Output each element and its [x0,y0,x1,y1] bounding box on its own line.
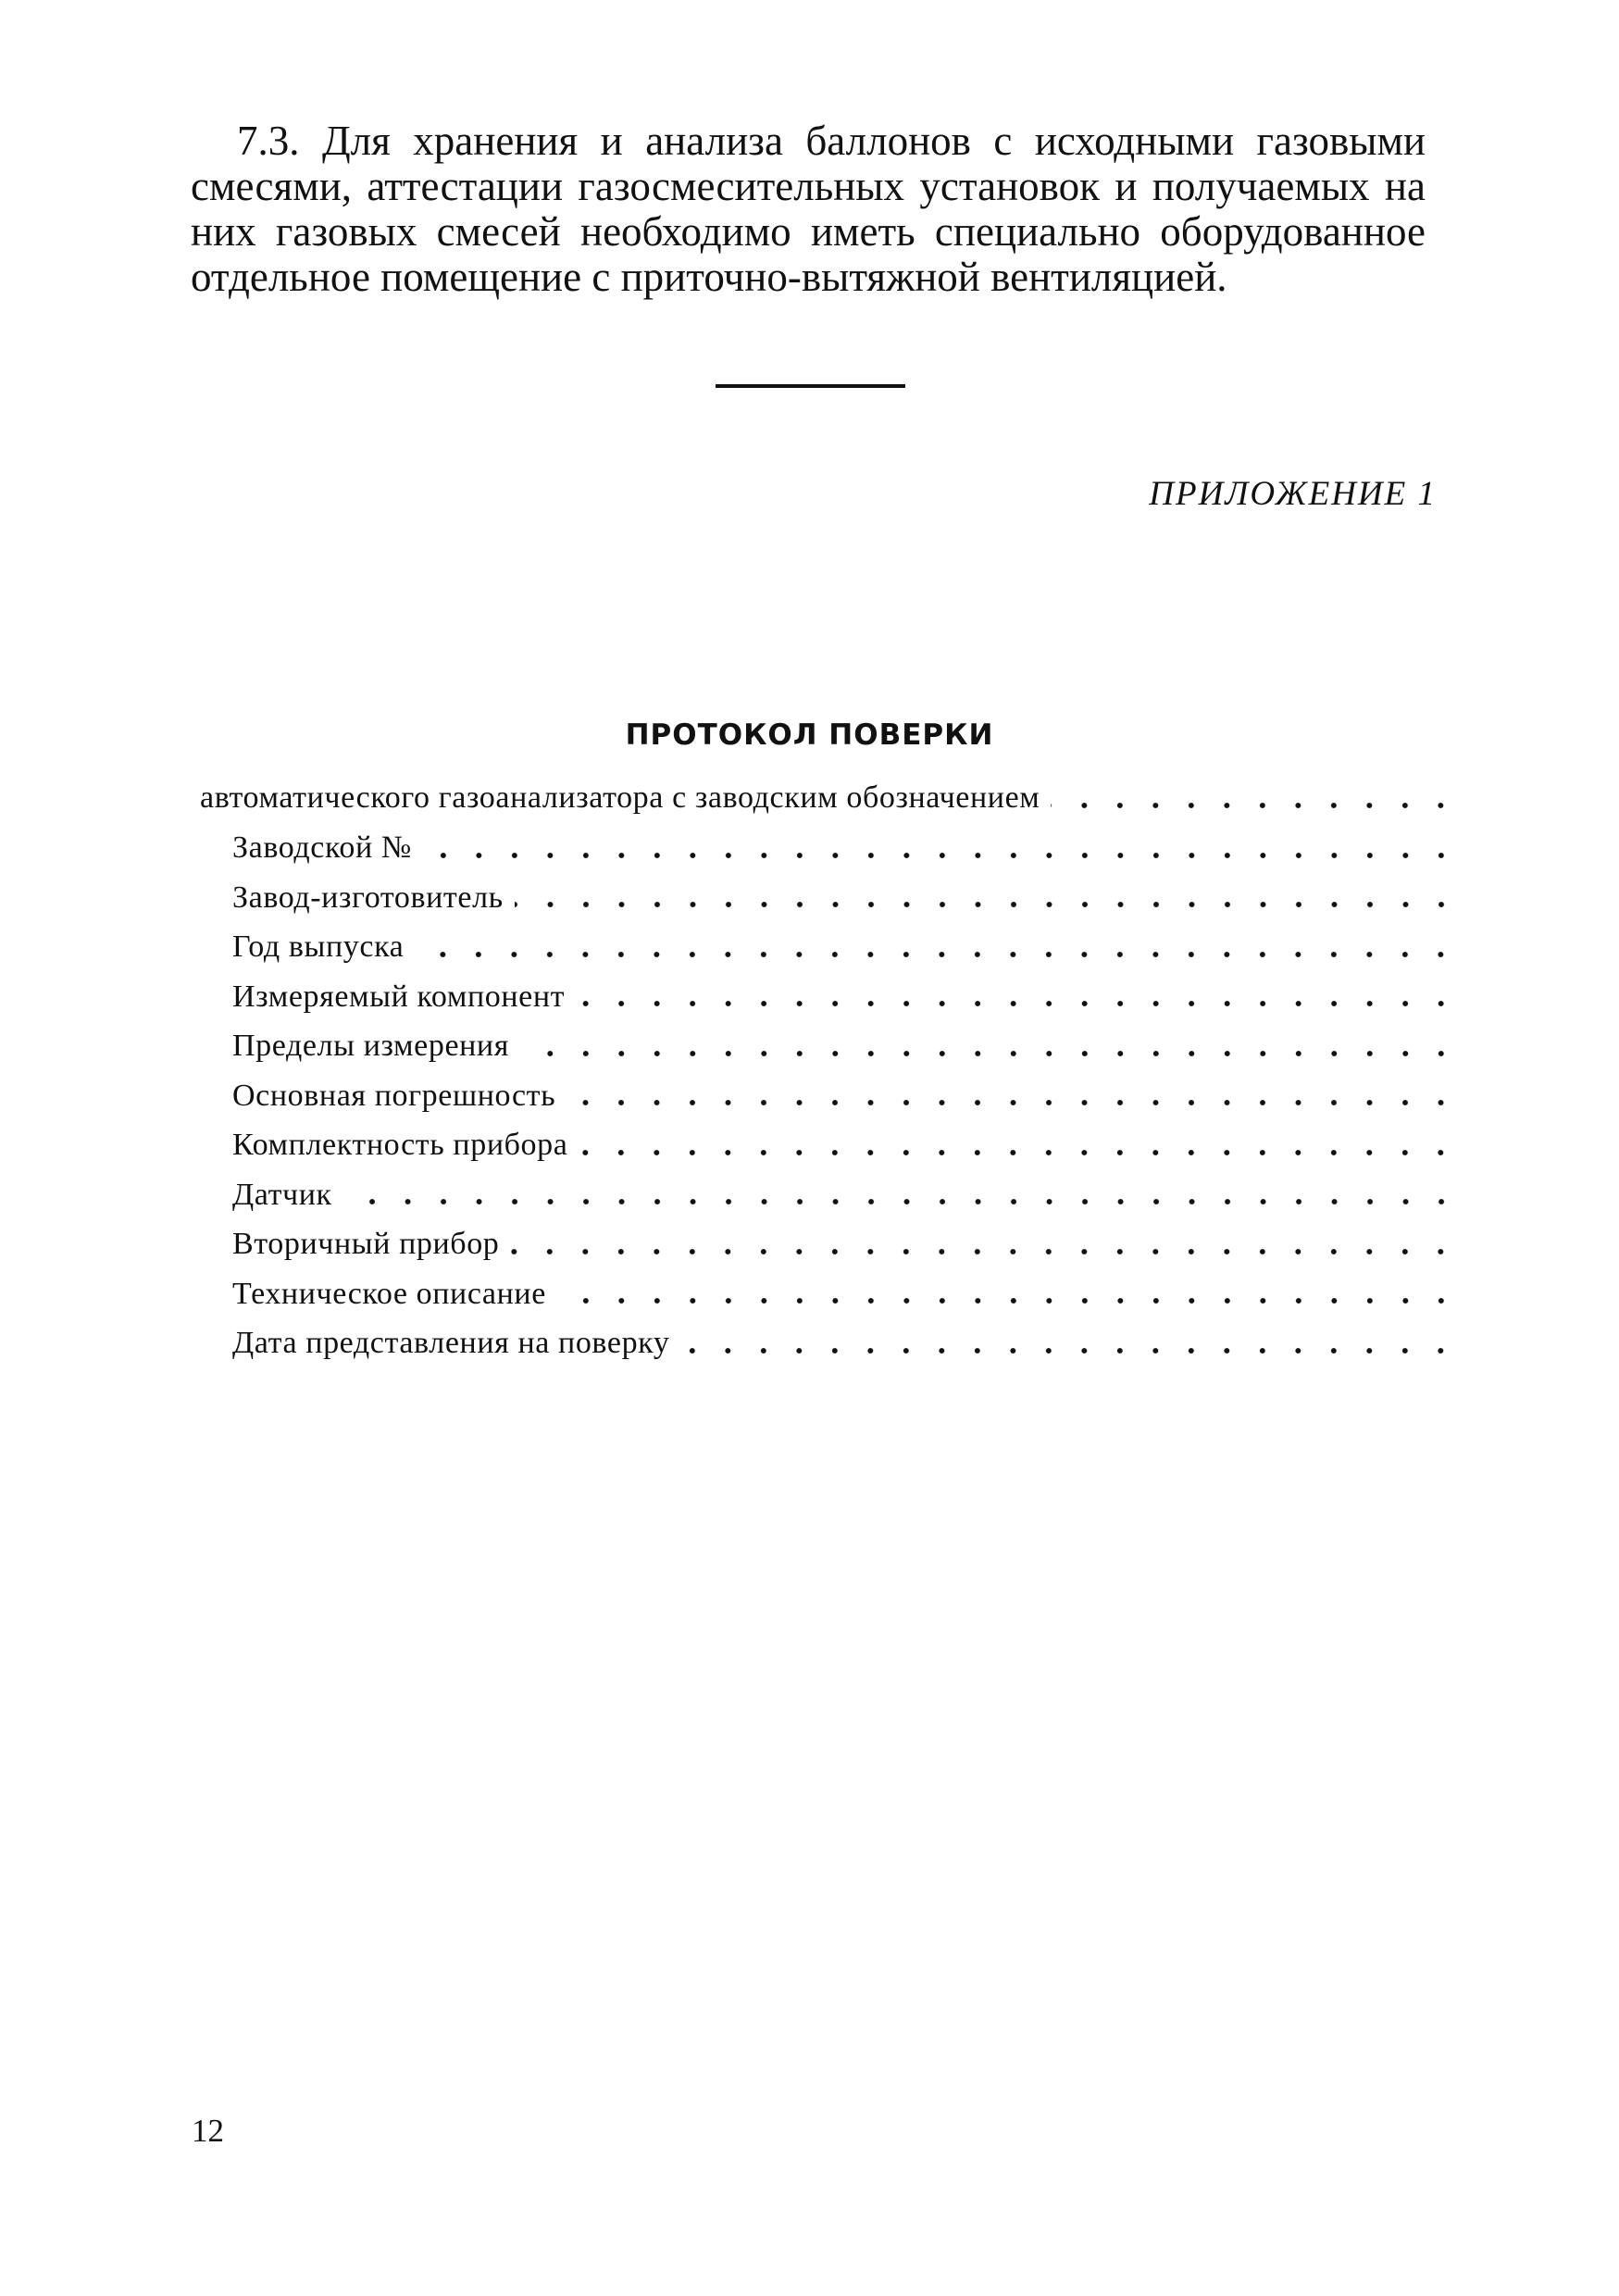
protocol-title: ПРОТОКОЛ ПОВЕРКИ [625,718,994,752]
protocol-lead-line [200,780,1459,830]
dot-leader [415,946,1459,963]
dot-leader [579,1144,1459,1161]
field-label: Основная погрешность [232,1078,556,1113]
field-serial-number [232,830,1459,880]
field-device-completeness [232,1128,1459,1178]
field-measurement-range [232,1029,1459,1079]
field-label: Комплектность прибора [232,1128,568,1162]
field-label: Пределы измерения [232,1029,509,1063]
field-sensor [232,1178,1459,1228]
dot-leader [510,1243,1459,1260]
page-number: 12 [192,2113,224,2149]
field-label: Завод-изготовитель [232,880,504,915]
field-submission-date [232,1326,1459,1376]
field-label: Техническое описание [232,1276,546,1311]
section-divider [716,384,905,388]
dot-leader [680,1342,1459,1359]
field-label: Год выпуска [232,930,405,964]
dot-leader [576,995,1459,1012]
dot-leader [1051,797,1459,814]
dot-leader [520,1045,1459,1062]
protocol-fields [232,830,1459,1376]
dot-leader [343,1193,1459,1210]
protocol-lead-text: автоматического газоанализатора с заводским обозначением [200,780,1040,815]
paragraph-text: 7.3. Для хранения и анализа баллонов с исходными газовыми смесями, аттестации газосмесительных установок и получаемых на них газовых смесей необходимо иметь специально оборудованное отдельное помещение с приточно-вытяжной вентиляцией. [191,118,1426,300]
dot-leader [423,847,1459,864]
field-label: Датчик [232,1177,332,1212]
field-label: Дата представления на поверку [232,1326,670,1360]
dot-leader [557,1292,1459,1309]
field-technical-description [232,1277,1459,1327]
field-label: Вторичный прибор [232,1227,500,1261]
field-basic-error [232,1079,1459,1129]
body-paragraph-7-3 [191,119,1426,300]
appendix-label: ПРИЛОЖЕНИЕ 1 [1149,475,1437,513]
field-label: Заводской № [232,830,412,865]
field-label: Измеряемый компонент [232,979,566,1014]
field-measured-component [232,980,1459,1029]
dot-leader [515,896,1459,913]
dot-leader [567,1094,1459,1111]
field-manufacturer [232,880,1459,930]
field-year-of-manufacture [232,930,1459,980]
field-secondary-device [232,1227,1459,1277]
